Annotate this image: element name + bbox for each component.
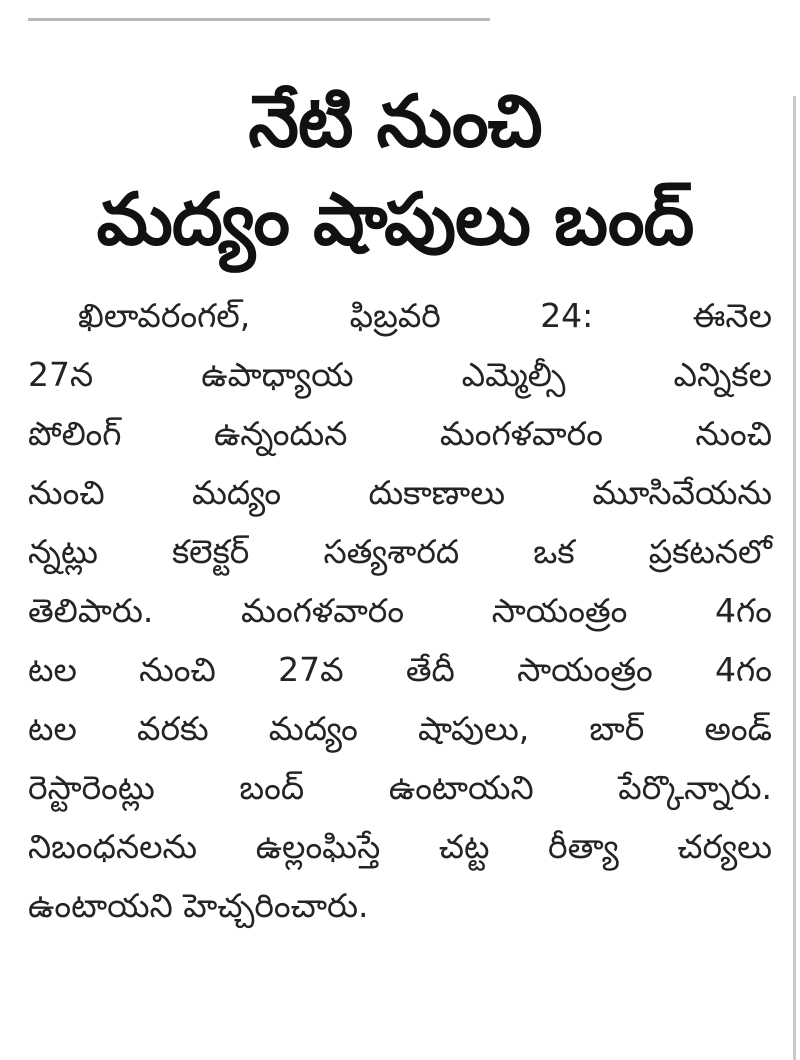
body-line-4: నుంచి మద్యం దుకాణాలు మూసివేయను [28,473,772,512]
body-line-3: పోలింగ్ ఉన్నందున మంగళవారం నుంచి [28,414,772,453]
body-line-6: తెలిపారు. మంగళవారం సాయంత్రం 4గం [28,591,772,630]
article-body [14,286,776,935]
headline-line-1: నేటి నుంచి [248,79,542,163]
body-line-8: టల వరకు మద్యం షాపులు, బార్ అండ్ [28,709,772,748]
body-line-1: ఖిలావరంగల్, ఫిబ్రవరి 24: ఈనెల [78,296,772,335]
body-line-9: రెస్టారెంట్లు బంద్ ఉంటాయని పేర్కొన్నారు. [28,768,772,807]
body-line-11: ఉంటాయని హెచ్చరించారు. [28,886,369,925]
body-line-7: టల నుంచి 27వ తేదీ సాయంత్రం 4గం [28,650,772,689]
news-article [14,28,776,1053]
article-headline [14,28,776,268]
column-divider-rule [793,96,796,1060]
body-line-10: నిబంధనలను ఉల్లంఘిస్తే చట్ట రీత్యా చర్యలు [28,827,772,866]
top-rule-gap [490,10,800,24]
body-line-5: న్నట్లు కలెక్టర్ సత్యశారద ఒక ప్రకటనలో [28,532,772,571]
body-line-2: 27న ఉపాధ్యాయ ఎమ్మెల్సీ ఎన్నికల [28,355,772,394]
headline-line-2: మద్యం షాపులు బంద్ [96,177,694,261]
